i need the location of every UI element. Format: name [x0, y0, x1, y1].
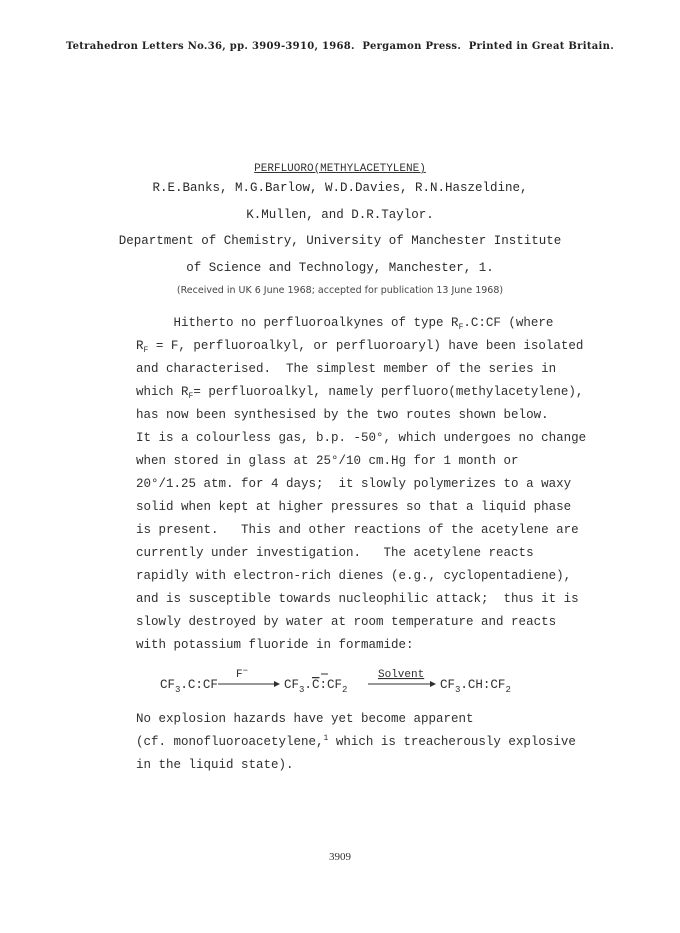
body-line-11: currently under investigation. The acetylene reacts — [136, 546, 534, 560]
body-line-14: slowly destroyed by water at room temperature and reacts — [136, 615, 557, 629]
page-number: 3909 — [329, 851, 351, 863]
article-title: PERFLUORO(METHYLACETYLENE) — [254, 163, 426, 175]
body-line-17 — [136, 735, 576, 749]
affiliation-line-1: Department of Chemistry, University of Manchester Institute — [118, 234, 562, 248]
body-text: which is treacherously explosive — [328, 735, 576, 749]
body-line-2 — [136, 339, 583, 353]
arrow-2-label: Solvent — [378, 669, 425, 681]
product-formula: $CF_3.CH:CF_2$ — [440, 678, 511, 695]
reaction-scheme — [160, 668, 520, 698]
body-line-9: solid when kept at higher pressures so that a liquid phase — [136, 500, 572, 514]
body-text: = F, perfluoroalkyl, or perfluoroaryl) have been isolated — [148, 339, 584, 353]
reactant-formula: $CF_3.C:CF$ — [160, 678, 218, 695]
body-line-15: with potassium fluoride in formamide: — [136, 638, 414, 652]
authors-line-2: K.Mullen, and D.R.Taylor. — [246, 208, 434, 222]
body-line-7: when stored in glass at 25°/10 cm.Hg for 1 month or — [136, 454, 519, 468]
body-line-1 — [136, 316, 553, 330]
reaction-arrow-1 — [218, 681, 280, 687]
subscript: F — [458, 323, 464, 332]
body-line-16: No explosion hazards have yet become apparent — [136, 712, 474, 726]
footnote-ref: 1 — [323, 734, 329, 743]
body-line-8: 20°/1.25 atm. for 4 days; it slowly polymerizes to a waxy — [136, 477, 572, 491]
reaction-arrow-2 — [368, 681, 436, 687]
body-text: R — [136, 339, 144, 353]
body-text: Hitherto no perfluoroalkynes of type R — [136, 316, 459, 330]
subscript: F — [188, 392, 194, 401]
body-line-10: is present. This and other reactions of the acetylene are — [136, 523, 579, 537]
subscript: F — [143, 346, 149, 355]
body-text: which R — [136, 385, 189, 399]
body-text: (cf. monofluoroacetylene, — [136, 735, 324, 749]
body-text: .C:CF (where — [463, 316, 554, 330]
arrow-1-label: F− — [236, 668, 249, 681]
affiliation-line-2: of Science and Technology, Manchester, 1. — [186, 261, 494, 275]
body-line-13: and is susceptible towards nucleophilic attack; thus it is — [136, 592, 579, 606]
body-line-18: in the liquid state). — [136, 758, 294, 772]
body-line-3: and characterised. The simplest member of the series in — [136, 362, 557, 376]
body-line-4 — [136, 385, 583, 399]
body-line-5: has now been synthesised by the two routes shown below. — [136, 408, 549, 422]
received-date: (Received in UK 6 June 1968; accepted for publication 13 June 1968) — [176, 285, 504, 296]
body-text: = perfluoroalkyl, namely perfluoro(methylacetylene), — [193, 385, 584, 399]
intermediate-formula: $CF_3.C:CF_2$ — [284, 678, 348, 695]
authors-line-1: R.E.Banks, M.G.Barlow, W.D.Davies, R.N.Haszeldine, — [152, 181, 528, 195]
body-line-12: rapidly with electron-rich dienes (e.g., cyclopentadiene), — [136, 569, 572, 583]
body-line-6: It is a colourless gas, b.p. -50°, which undergoes no change — [136, 431, 587, 445]
journal-header: Tetrahedron Letters No.36, pp. 3909-3910, 1968. Pergamon Press. Printed in Great Britain. — [65, 41, 614, 52]
